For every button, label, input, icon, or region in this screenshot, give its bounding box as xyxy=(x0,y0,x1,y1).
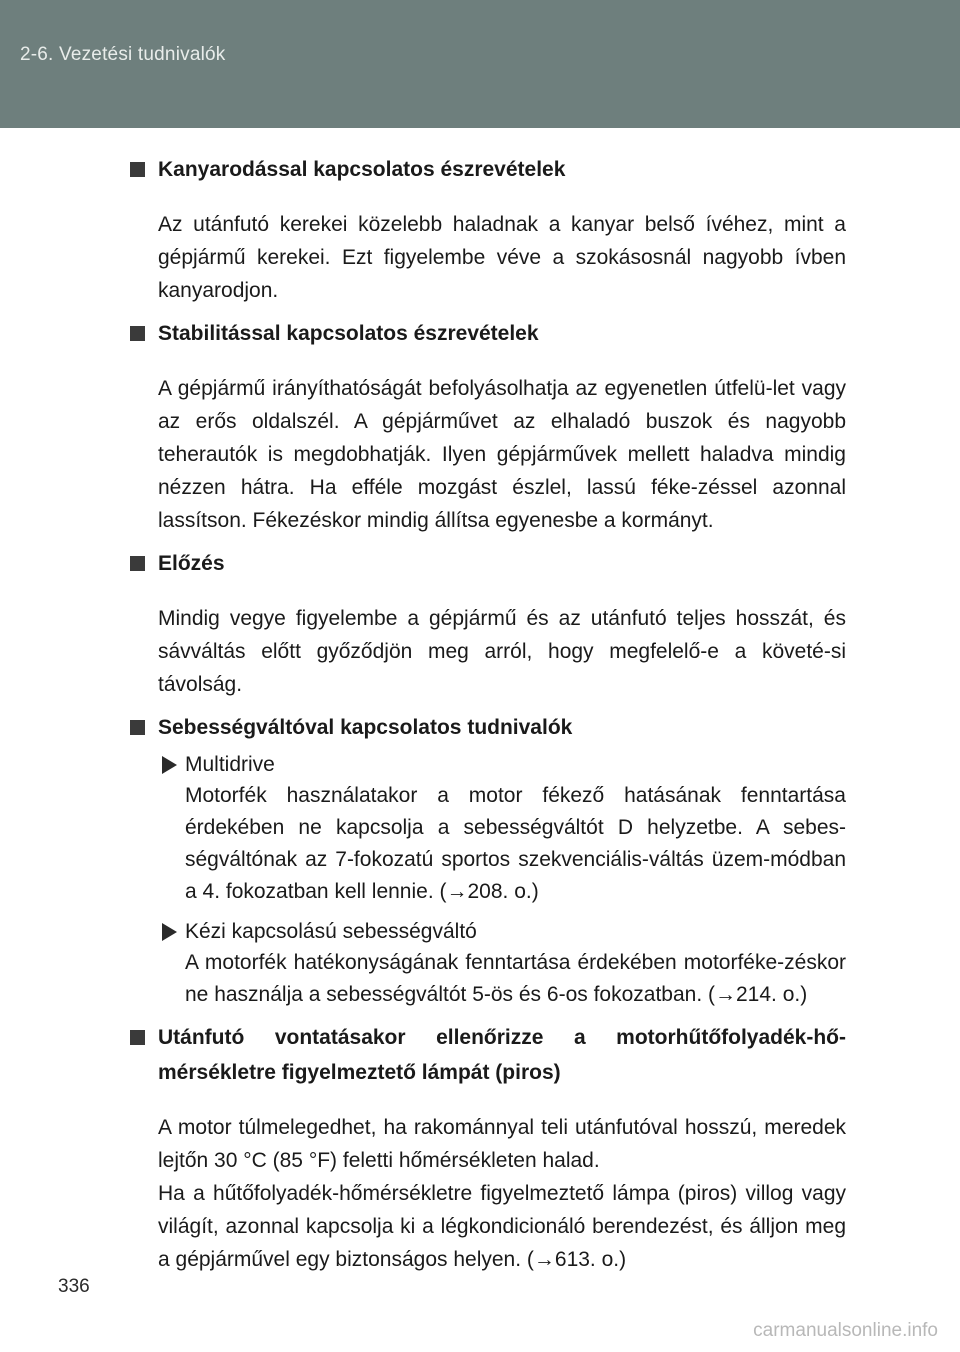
square-bullet-icon xyxy=(130,1030,145,1045)
section-paragraph: Az utánfutó kerekei közelebb haladnak a kanyar belső ívéhez, mint a gépjármű kerekei. Ezt figyelembe véve a szokásosnál nagyobb ívben kanyarodjon. xyxy=(158,213,846,302)
square-bullet-icon xyxy=(130,720,145,735)
section-overtaking xyxy=(130,546,846,701)
subsection-text: A motorfék hatékonyságának fenntartása érdekében motorféke-zéskor ne használja a sebességváltót 5-ös és 6-os fokozatban. (→214. o.) xyxy=(185,951,846,1006)
page-header xyxy=(0,0,960,128)
page-number: 336 xyxy=(58,1276,90,1297)
section-coolant-warning xyxy=(130,1020,846,1276)
section-paragraph: Ha a hűtőfolyadék-hőmérsékletre figyelmeztető lámpa (piros) villog vagy világít, azonnal kapcsolja ki a légkondicionáló berendezést, és álljon meg a gépjárművel egy biztonságos helyen. (→613. o.) xyxy=(158,1182,846,1271)
section-title: Előzés xyxy=(158,552,225,575)
section-title: Stabilitással kapcsolatos észrevételek xyxy=(158,322,539,345)
section-cornering xyxy=(130,152,846,307)
section-transmission xyxy=(130,710,846,1011)
subsection-title: Kézi kapcsolású sebességváltó xyxy=(185,920,477,943)
triangle-right-icon xyxy=(162,756,177,774)
section-title: Kanyarodással kapcsolatos észrevételek xyxy=(158,158,566,181)
subsection-manual xyxy=(158,916,846,1011)
section-paragraph: A gépjármű irányíthatóságát befolyásolhatja az egyenetlen útfelü-let vagy az erős oldalszél. A gépjárművet az elhaladó buszok és nagyobb teherautók is megdobhatják. Ilyen gépjárművek mellett haladva mindig nézzen hátra. Ha efféle mozgást észlel, lassú féke-zéssel azonnal lassítson. Fékezéskor mindig állítsa egyenesbe a kormányt. xyxy=(158,377,846,532)
square-bullet-icon xyxy=(130,162,145,177)
square-bullet-icon xyxy=(130,326,145,341)
subsection-multidrive xyxy=(158,749,846,908)
chapter-title: 2-6. Vezetési tudnivalók xyxy=(20,44,226,65)
triangle-right-icon xyxy=(162,923,177,941)
section-stability xyxy=(130,316,846,537)
section-title: Sebességváltóval kapcsolatos tudnivalók xyxy=(158,716,573,739)
watermark: carmanualsonline.info xyxy=(753,1320,938,1341)
square-bullet-icon xyxy=(130,556,145,571)
page-content xyxy=(130,152,846,1285)
section-paragraph: Mindig vegye figyelembe a gépjármű és az utánfutó teljes hosszát, és sávváltás előtt győződjön meg arról, hogy megfelelő-e a követé-si távolság. xyxy=(158,607,846,696)
section-paragraph: A motor túlmelegedhet, ha rakománnyal teli utánfutóval hosszú, meredek lejtőn 30 °C (85 °F) feletti hőmérsékleten halad. xyxy=(158,1116,846,1172)
section-title: Utánfutó vontatásakor ellenőrizze a motorhűtőfolyadék-hő-mérsékletre figyelmeztető lámpát (piros) xyxy=(158,1026,846,1084)
subsection-title: Multidrive xyxy=(185,753,275,776)
subsection-text: Motorfék használatakor a motor fékező hatásának fenntartása érdekében ne kapcsolja a sebességváltót D helyzetbe. A sebes-ségváltónak az 7-fokozatú sportos szekvenciális-váltás üzem-módban a 4. fokozatban kell lennie. (→208. o.) xyxy=(185,784,846,903)
